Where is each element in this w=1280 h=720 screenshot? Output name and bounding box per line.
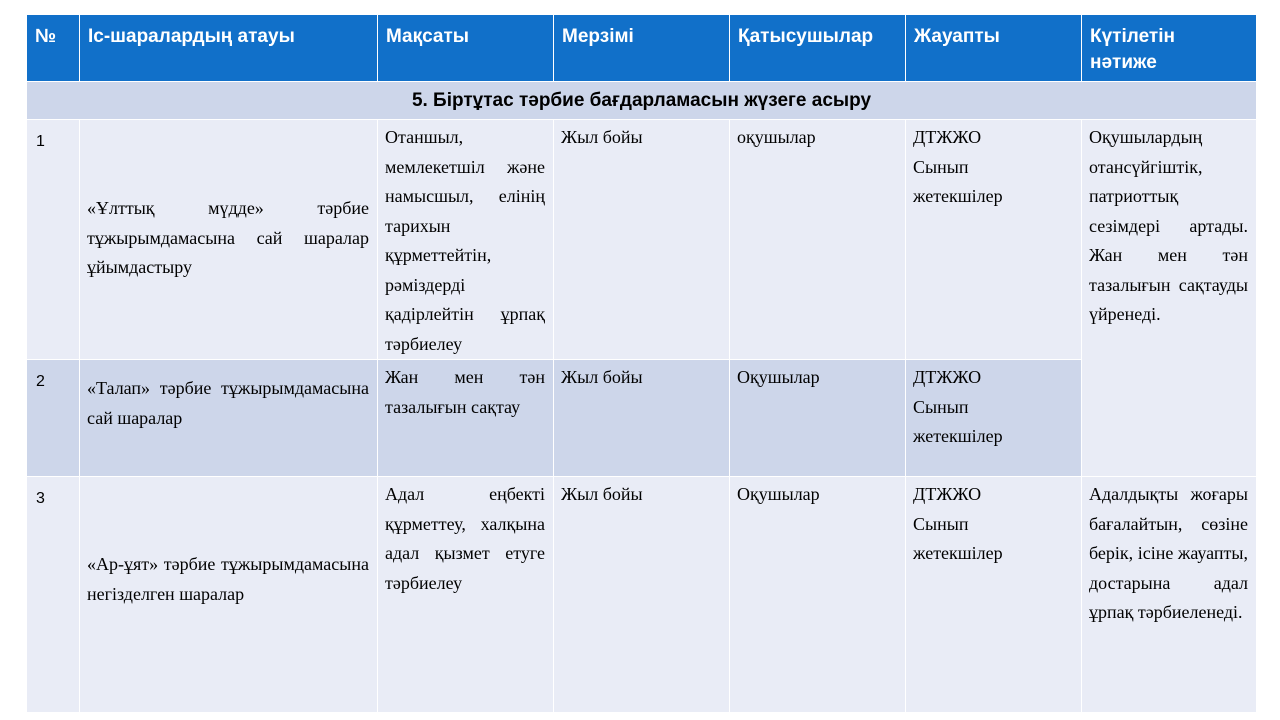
row-goal: Отаншыл, мемлекетшіл және намысшыл, елінің тарихын құрметтейтін, рәміздерді қадірлейтін ұрпақ тәрбиелеу [378,120,554,360]
row-result: Оқушылардың отансүйгіштік, патриоттық сезімдері артады. Жан мен тән тазалығын сақтауды үйренеді. [1082,120,1257,477]
header-result: Күтілетін нәтиже [1082,15,1257,82]
row-name: «Ұлттық мүдде» тәрбие тұжырымдамасына сай шаралар ұйымдастыру [80,120,378,360]
table-row [27,477,1257,713]
row-goal: Адал еңбекті құрметтеу, халқына адал қызмет етуге тәрбиелеу [378,477,554,713]
row-responsible: ДТЖЖО Сынып жетекшілер [906,120,1082,360]
row-participants: Оқушылар [730,360,906,477]
row-no: 1 [27,120,80,360]
table-row [27,360,1257,477]
row-term: Жыл бойы [554,360,730,477]
header-goal: Мақсаты [378,15,554,82]
row-term: Жыл бойы [554,477,730,713]
table-row [27,120,1257,360]
header-term: Мерзімі [554,15,730,82]
header-name: Іс-шаралардың атауы [80,15,378,82]
row-name: «Талап» тәрбие тұжырымдамасына сай шаралар [80,360,378,477]
row-no: 2 [27,360,80,477]
header-responsible: Жауапты [906,15,1082,82]
row-responsible: ДТЖЖО Сынып жетекшілер [906,360,1082,477]
events-table [26,14,1257,713]
row-no: 3 [27,477,80,713]
section-row [27,82,1257,120]
row-result: Адалдықты жоғары бағалайтын, сөзіне берік, ісіне жауапты, достарына адал ұрпақ тәрбиеленеді. [1082,477,1257,713]
header-no: № [27,15,80,82]
row-goal: Жан мен тән тазалығын сақтау [378,360,554,477]
row-participants: Оқушылар [730,477,906,713]
row-responsible: ДТЖЖО Сынып жетекшілер [906,477,1082,713]
row-participants: оқушылар [730,120,906,360]
header-participants: Қатысушылар [730,15,906,82]
section-title: 5. Біртұтас тәрбие бағдарламасын жүзеге асыру [27,82,1257,120]
row-term: Жыл бойы [554,120,730,360]
header-row [27,15,1257,82]
row-name: «Ар-ұят» тәрбие тұжырымдамасына негізделген шаралар [80,477,378,713]
